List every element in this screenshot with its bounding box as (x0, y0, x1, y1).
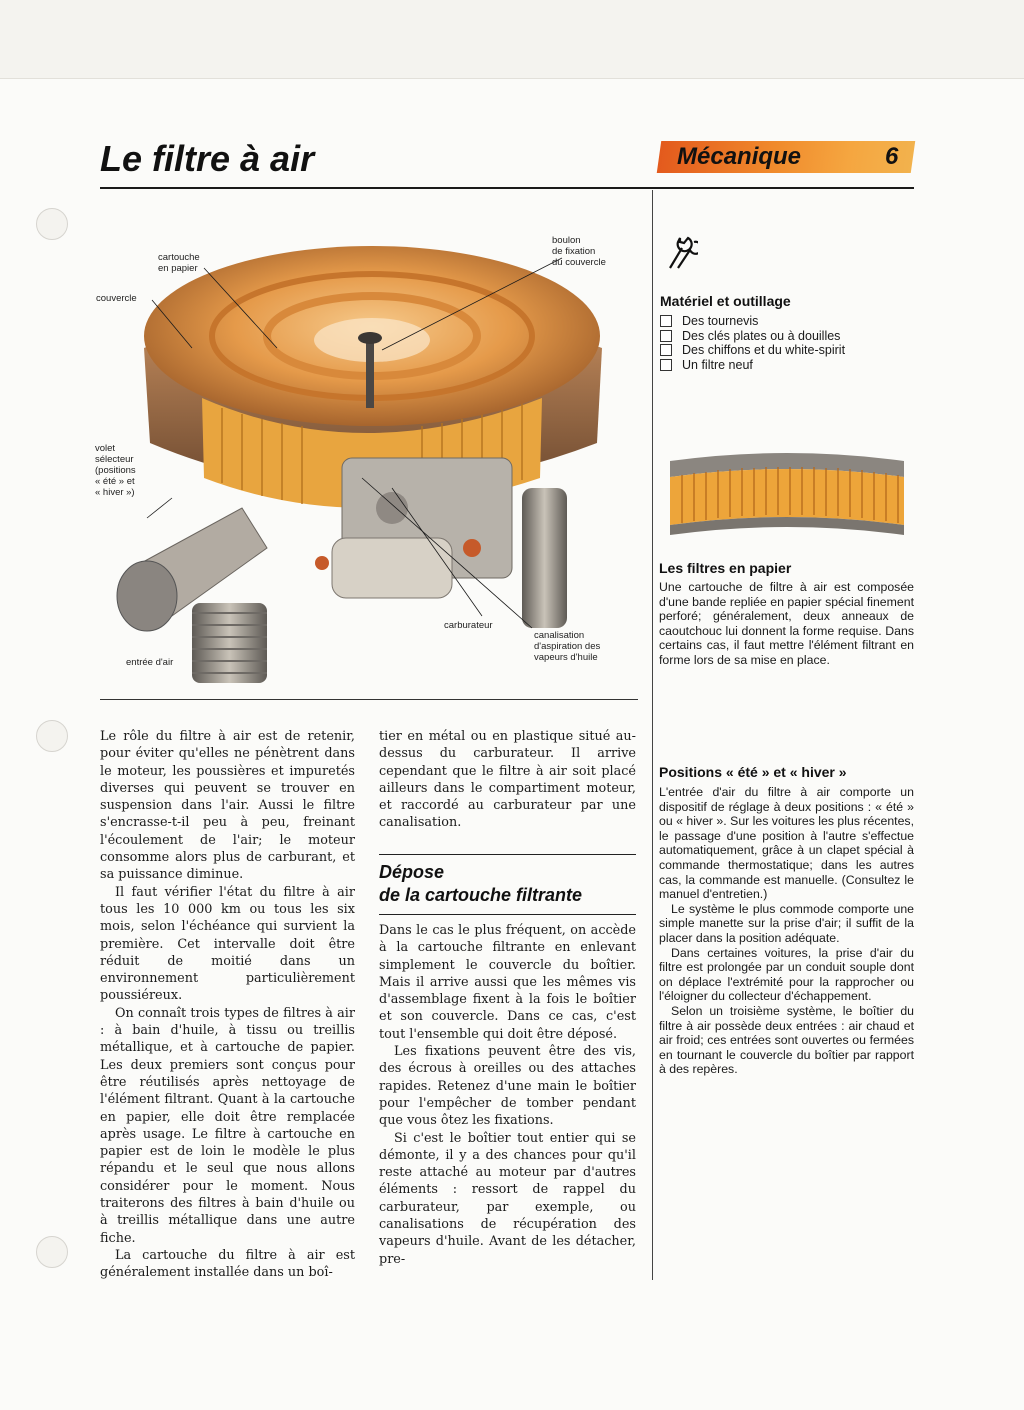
checkbox-icon (660, 330, 672, 342)
paragraph: tier en métal ou en plastique situé au-dessus du carburateur. Il arrive cependant que le filtre à air soit placé ailleurs dans le compartiment moteur, et raccordé au carburateur par une canalisation. (379, 729, 636, 831)
section-number: 6 (885, 143, 899, 170)
section-label: Mécanique (677, 143, 802, 170)
checklist-label: Des clés plates ou à douilles (682, 328, 841, 343)
column-2 (379, 922, 636, 1268)
subhead-line: Dépose (379, 862, 445, 882)
tools-list (660, 314, 845, 372)
paper-heading: Les filtres en papier (659, 560, 792, 576)
checklist-item (660, 343, 845, 358)
checkbox-icon (660, 359, 672, 371)
paragraph: Les fixations peuvent être des vis, des écrous à oreilles ou des attaches rapides. Retenez d'une main le boîtier pour l'empêcher de tomber pendant que vous ôtez les fixations. (379, 1044, 636, 1129)
paragraph: Dans certaines voitures, la prise d'air du filtre est prolongée par un conduit souple dont on déplace l'extrémité pour la rapprocher ou l'éloigner du collecteur d'échappement. (659, 945, 914, 1004)
subhead-rule (379, 854, 636, 855)
column-divider (652, 190, 653, 1280)
paragraph: Dans le cas le plus fréquent, on accède à la cartouche filtrante en enlevant simplement le couvercle du boîtier. Mais il arrive aussi que les mêmes vis d'assemblage fixent à la fois le boîtier et son couvercle. Dans ce cas, c'est tout l'ensemble qui doit être déposé. (379, 923, 636, 1042)
paragraph: Selon un troisième système, le boîtier du filtre à air possède deux entrées : air chaud et air froid; ces entrées sont ouvertes ou fermées en tournant le couvercle du boîtier par rapport à des repères. (659, 1003, 914, 1077)
paragraph: L'entrée d'air du filtre à air comporte un dispositif de réglage à deux positions : « été » ou « hiver ». Sur les voitures les plus récentes, le passage d'une position à l'autre s'effectue automatiquement, grâce à un clapet spécial à commande thermostatique; dans les autres cas, la commande est manuelle. (Consultez le manuel d'entretien.) (659, 785, 914, 902)
wrench-icon (664, 232, 698, 272)
checklist-item (660, 329, 845, 344)
section-subhead (379, 861, 639, 907)
binder-hole (36, 1236, 68, 1268)
checklist-label: Un filtre neuf (682, 357, 753, 372)
label-volet: volet sélecteur (positions « été » et « hiver ») (95, 443, 136, 498)
paragraph: Il faut vérifier l'état du filtre à air tous les 10 000 km ou tous les six mois, selon l'échéance qui survient la première. Cet intervalle doit être réduit de moitié dans un environnement particulièrement poussiéreux. (100, 884, 355, 1004)
checklist-label: Des chiffons et du white-spirit (682, 343, 846, 358)
label-canalisation: canalisation d'aspiration des vapeurs d'huile (534, 630, 601, 663)
paragraph: Le système le plus commode comporte une simple manette sur la prise d'air; il suffit de la placer dans la position adéquate. (659, 901, 914, 945)
column-2-intro (379, 728, 636, 832)
paragraph: Une cartouche de filtre à air est composée d'une bande repliée en papier spécial finement perforé; généralement, deux anneaux de caoutchouc lui donnent la forme requise. Dans certains cas, il faut mettre l'élément filtrant en forme lors de sa mise en place. (659, 580, 914, 667)
column-1 (100, 728, 355, 1282)
label-boulon: boulon de fixation du couvercle (552, 235, 606, 268)
paragraph: La cartouche du filtre à air est généralement installée dans un boî- (100, 1247, 355, 1281)
air-filter-illustration (92, 218, 640, 693)
label-couvercle: couvercle (96, 293, 137, 304)
binder-hole (36, 720, 68, 752)
checkbox-icon (660, 315, 672, 327)
checklist-item (660, 358, 845, 373)
illustration-rule (100, 699, 638, 700)
paragraph: Si c'est le boîtier tout entier qui se démonte, il y a des chances pour qu'il reste attaché au moteur par d'autres éléments : ressort de rappel du carburateur, par exemple, ou canalisations de récupération des vapeurs d'huile. Avant de les détacher, pre- (379, 1130, 636, 1267)
paper-filter-image (662, 447, 912, 539)
seasons-heading: Positions « été » et « hiver » (659, 764, 847, 780)
label-entree-air: entrée d'air (126, 657, 174, 668)
subhead-rule (379, 914, 636, 915)
checklist-item (660, 314, 845, 329)
header-rule (100, 187, 914, 189)
paper-text (659, 580, 914, 668)
label-cartouche: cartouche en papier (158, 252, 200, 274)
checkbox-icon (660, 344, 672, 356)
paragraph: On connaît trois types de filtres à air : à bain d'huile, à tissu ou treillis métallique, et à cartouche de papier. Les deux premiers sont conçus pour être réutilisés après nettoyage de l'élément filtrant. Quant à la cartouche en papier, elle doit être remplacée après usage. Le filtre à cartouche en papier est de loin le modèle le plus répandu et le seul que nous allons considérer pour le moment. Nous traiterons des filtres à bain d'huile ou à treillis métallique dans une autre fiche. (100, 1005, 355, 1246)
tools-heading: Matériel et outillage (660, 293, 791, 309)
page-title: Le filtre à air (100, 138, 315, 179)
subhead-line: de la cartouche filtrante (379, 885, 583, 905)
seasons-text (659, 785, 914, 1077)
binder-hole (36, 208, 68, 240)
label-carburateur: carburateur (444, 620, 493, 631)
paragraph: Le rôle du filtre à air est de retenir, pour éviter qu'elles ne pénètrent dans le moteur, les poussières et impuretés diverses qui peuvent se trouver en suspension dans l'air. Aussi le filtre s'encrasse-t-il peu à peu, freinant l'écoulement de l'air; le moteur consomme alors plus de carburant, et sa puissance diminue. (100, 729, 355, 883)
checklist-label: Des tournevis (682, 314, 759, 328)
